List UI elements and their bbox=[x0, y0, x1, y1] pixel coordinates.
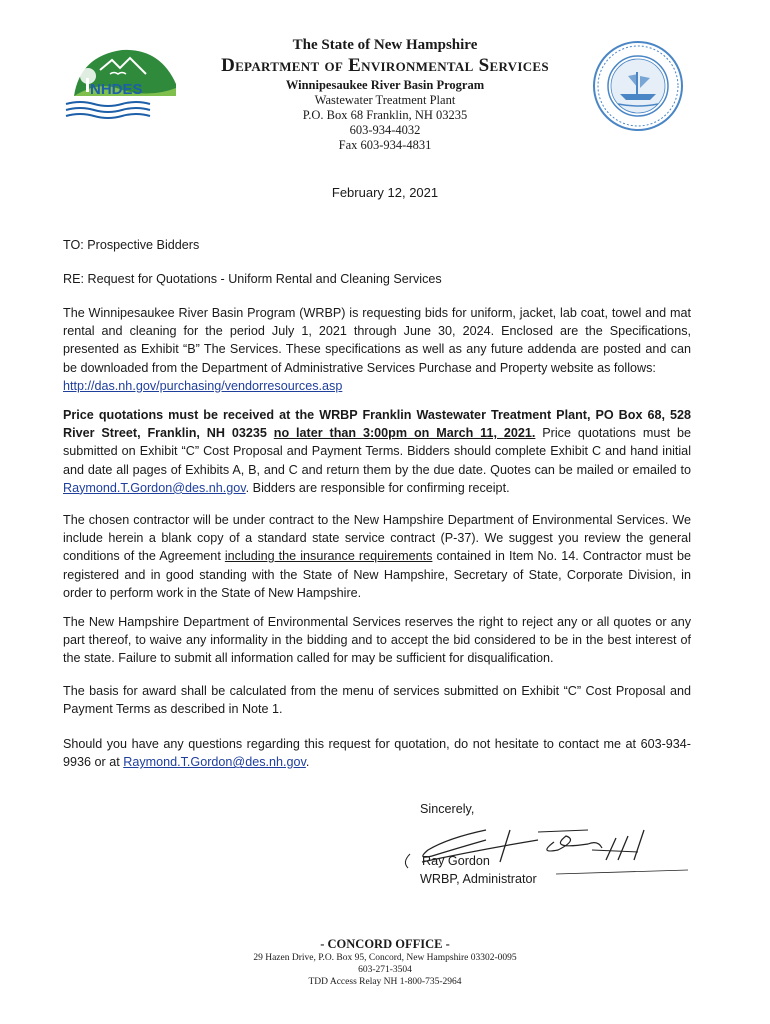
insurance-requirements-text: including the insurance requirements bbox=[224, 549, 433, 564]
paragraph-contract bbox=[63, 511, 691, 602]
department-title: Department of Environmental Services bbox=[221, 55, 549, 76]
footer-office: - CONCORD OFFICE - bbox=[320, 937, 450, 951]
state-seal-icon bbox=[592, 40, 684, 132]
signer-name: Ray Gordon bbox=[422, 854, 490, 868]
state-title: The State of New Hampshire bbox=[292, 37, 478, 53]
letterhead bbox=[180, 36, 590, 153]
purchasing-website-link[interactable]: http://das.nh.gov/purchasing/vendorresources.asp bbox=[63, 378, 343, 393]
email-link[interactable]: Raymond.T.Gordon@des.nh.gov bbox=[123, 755, 306, 770]
footer-phone: 603-271-3504 bbox=[358, 965, 412, 975]
recipient-line: TO: Prospective Bidders bbox=[63, 238, 200, 252]
paragraph-contact bbox=[63, 735, 691, 771]
paragraph-intro bbox=[63, 304, 691, 395]
paragraph-rights: The New Hampshire Department of Environmental Services reserves the right to reject any or all quotes or any part thereof, to waive any informality in the bidding and to accept the bid considered to be in the best interest of the state. Failure to submit all information called for may be sufficient for disqualification. bbox=[63, 615, 691, 666]
deadline-bold-text: Price quotations must be received at the WRBP Franklin Wastewater Treatment Plant, PO Box 68, 528 River Street, Franklin, NH 03235 bbox=[63, 408, 691, 441]
handwritten-signature bbox=[388, 810, 698, 890]
deadline-date: no later than 3:00pm on March 11, 2021. bbox=[273, 426, 536, 441]
paragraph-text: The chosen contractor will be under contract to the New Hampshire Department of Environmental Services. We include herein a blank copy of a standard state service contract (P-37). We suggest you review the general conditions of the Agreement bbox=[63, 513, 691, 564]
footer bbox=[0, 936, 770, 988]
paragraph-text: contained in Item No. 14. Contractor must be registered and in good standing with the State of New Hampshire, Secretary of State, Corporate Division, in order to perform work in the State of New Hampshire. bbox=[63, 549, 691, 600]
paragraph-text: Should you have any questions regarding this request for quotation, do not hesitate to contact me at 603-934-9936 or at bbox=[63, 737, 691, 770]
subject-line: RE: Request for Quotations - Uniform Rental and Cleaning Services bbox=[63, 272, 442, 286]
letter-date: February 12, 2021 bbox=[331, 185, 439, 200]
paragraph-deadline bbox=[63, 406, 691, 497]
paragraph-text: The Winnipesaukee River Basin Program (WRBP) is requesting bids for uniform, jacket, lab coat, towel and mat rental and cleaning for the period July 1, 2021 through June 30, 2024. Enclosed are the Specifications, presented as Exhibit “B” The Services. These specifications as well as any future addenda are posted and can be downloaded from the Department of Administrative Services Purchase and Property website as follows: bbox=[63, 306, 691, 375]
paragraph-text: Price quotations must be submitted on Exhibit “C” Cost Proposal and Payment Terms. Bidders should complete Exhibit C and hand initial and date all pages of Exhibits A, B, and C and return them by the due date. Quotes can be mailed or emailed to bbox=[63, 426, 692, 477]
email-link[interactable]: Raymond.T.Gordon@des.nh.gov bbox=[63, 480, 246, 495]
paragraph-text: . bbox=[305, 755, 310, 770]
logo-text: NHDES bbox=[90, 81, 143, 98]
closing: Sincerely, bbox=[420, 802, 475, 816]
address-line: P.O. Box 68 Franklin, NH 03235 bbox=[302, 108, 468, 122]
paragraph-award: The basis for award shall be calculated from the menu of services submitted on Exhibit “C” Cost Proposal and Payment Terms as described in Note 1. bbox=[63, 684, 691, 717]
footer-tdd: TDD Access Relay NH 1-800-735-2964 bbox=[308, 977, 462, 987]
paragraph-text: . Bidders are responsible for confirming receipt. bbox=[245, 480, 510, 495]
footer-address: 29 Hazen Drive, P.O. Box 95, Concord, New Hampshire 03302-0095 bbox=[253, 953, 517, 963]
fax-line: Fax 603-934-4831 bbox=[338, 138, 432, 152]
program-title: Winnipesaukee River Basin Program bbox=[285, 78, 485, 92]
phone-line: 603-934-4032 bbox=[349, 123, 421, 137]
nhdes-logo bbox=[60, 38, 190, 128]
address-line: Wastewater Treatment Plant bbox=[314, 93, 456, 107]
signer-title: WRBP, Administrator bbox=[420, 872, 537, 886]
